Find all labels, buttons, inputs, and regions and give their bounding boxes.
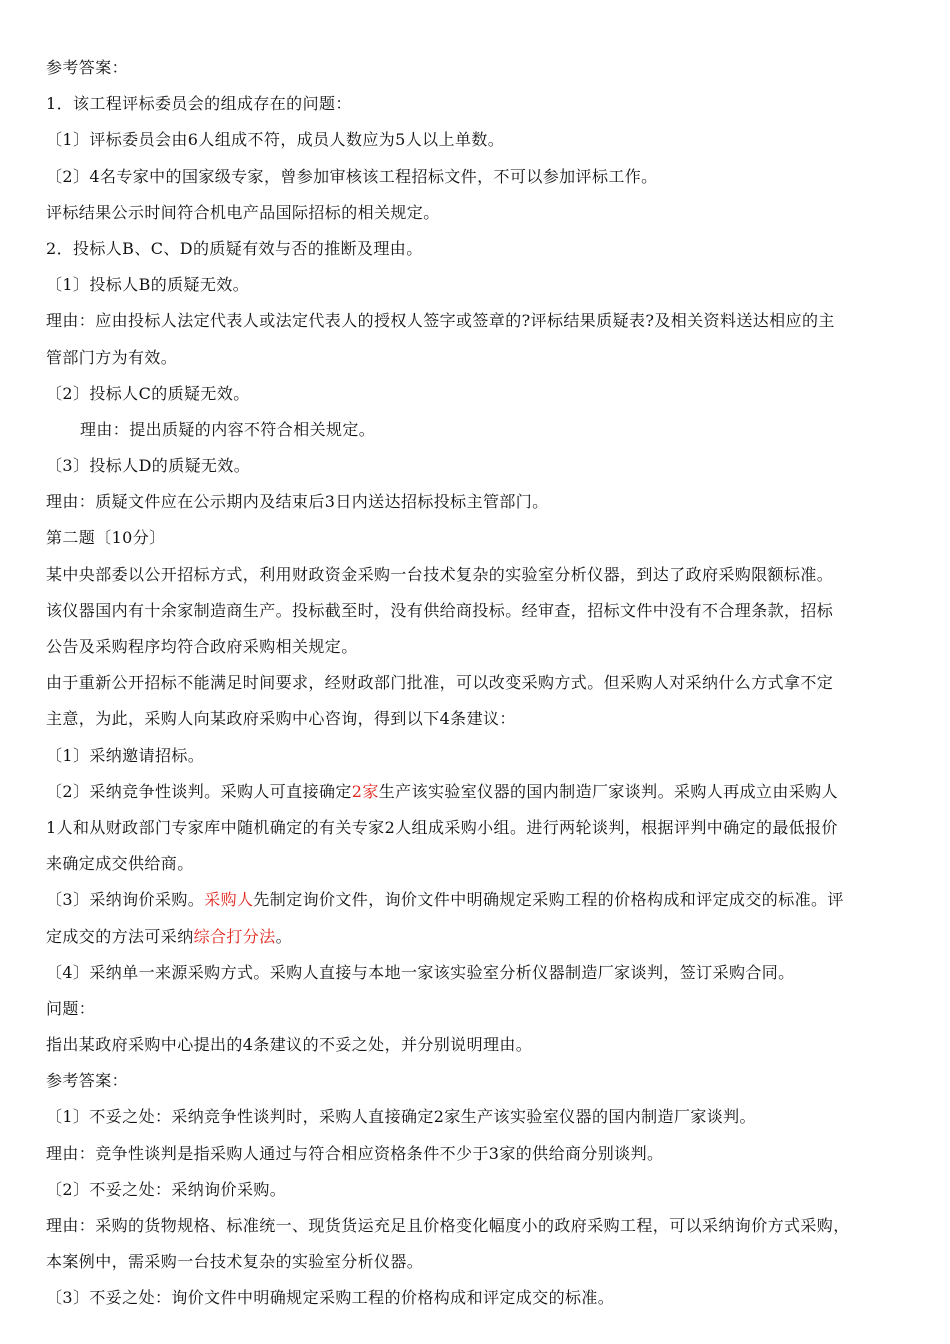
question-label: 问题： bbox=[46, 998, 96, 1018]
answer-heading: 参考答案： bbox=[46, 58, 129, 77]
question-text: 指出某政府采购中心提出的4条建议的不妥之处，并分别说明理由。 bbox=[46, 1035, 533, 1055]
suggestion-3-cont-text-b: 。 bbox=[275, 926, 293, 946]
case-para-2-end: 主意，为此，采购人向某政府采购中心咨询，得到以下4条建议： bbox=[46, 709, 516, 729]
answer-heading-2: 参考答案： bbox=[46, 1071, 129, 1091]
suggestion-3 bbox=[46, 882, 910, 918]
answer-1-reason: 理由：竞争性谈判是指采购人通过与符合相应资格条件不少于3家的供给商分别谈判。 bbox=[46, 1143, 664, 1163]
suggestion-3-cont-text-a: 定成交的方法可采纳 bbox=[46, 926, 194, 946]
q2-reason-2: 理由：提出质疑的内容不符合相关规定。 bbox=[80, 419, 376, 439]
suggestion-3-highlight: 采购人 bbox=[204, 890, 254, 910]
suggestion-4: 〔4〕采纳单一来源采购方式。采购人直接与本地一家该实验室分析仪器制造厂家谈判，签订采购合同。 bbox=[46, 962, 795, 982]
q2-item-2: 〔2〕投标人C的质疑无效。 bbox=[46, 383, 250, 403]
q1-item-1: 〔1〕评标委员会由6人组成不符，成员人数应为5人以上单数。 bbox=[46, 130, 505, 150]
q2-reason-1: 理由：应由投标人法定代表人或法定代表人的授权人签字或签章的?评标结果质疑表?及相关资料送达相应的主 bbox=[46, 311, 835, 331]
q2-reason-3: 理由：质疑文件应在公示期内及结束后3日内送达招标投标主管部门。 bbox=[46, 492, 549, 512]
case-para-2: 由于重新公开招标不能满足时间要求，经财政部门批准，可以改变采购方式。但采购人对采纳什么方式拿不定 bbox=[46, 673, 834, 693]
suggestion-2-cont: 1人和从财政部门专家库中随机确定的有关专家2人组成采购小组。进行两轮谈判，根据评判中确定的最低报价 bbox=[46, 817, 838, 837]
suggestion-2 bbox=[46, 774, 910, 810]
case-para-1: 某中央部委以公开招标方式，利用财政资金采购一台技术复杂的实验室分析仪器，到达了政府采购限额标准。 bbox=[46, 564, 834, 584]
q2-item-3: 〔3〕投标人D的质疑无效。 bbox=[46, 456, 251, 476]
case-para-1-cont: 该仪器国内有十余家制造商生产。投标截至时，没有供给商投标。经审查，招标文件中没有不合理条款，招标 bbox=[46, 600, 834, 620]
suggestion-3-text-a: 〔3〕采纳询价采购。 bbox=[46, 890, 205, 910]
case-para-1-end: 公告及采购程序均符合政府采购相关规定。 bbox=[46, 637, 358, 656]
answer-3: 〔3〕不妥之处：询价文件中明确规定采购工程的价格构成和评定成交的标准。 bbox=[46, 1288, 615, 1308]
answer-2: 〔2〕不妥之处：采纳询价采购。 bbox=[46, 1179, 287, 1199]
q1-heading: 1．该工程评标委员会的组成存在的问题： bbox=[46, 94, 352, 114]
q2-heading: 2．投标人B、C、D的质疑有效与否的推断及理由。 bbox=[46, 238, 423, 258]
q2-item-1: 〔1〕投标人B的质疑无效。 bbox=[46, 275, 250, 295]
suggestion-2-highlight: 2家 bbox=[351, 781, 379, 801]
answer-1: 〔1〕不妥之处：采纳竞争性谈判时，采购人直接确定2家生产该实验室仪器的国内制造厂家谈判。 bbox=[46, 1107, 756, 1127]
suggestion-3-text-b: 先制定询价文件，询价文件中明确规定采购工程的价格构成和评定成交的标准。评 bbox=[253, 890, 844, 910]
document-page bbox=[46, 50, 910, 1317]
suggestion-2-text-b: 生产该实验室仪器的国内制造厂家谈判。采购人再成立由采购人 bbox=[378, 781, 838, 801]
answer-2-reason: 理由：采购的货物规格、标准统一、现货货运充足且价格变化幅度小的政府采购工程，可以采纳询价方式采购， bbox=[46, 1216, 850, 1235]
suggestion-3-cont bbox=[46, 919, 910, 955]
suggestion-3-cont-highlight: 综合打分法 bbox=[193, 926, 276, 946]
suggestion-1: 〔1〕采纳邀请招标。 bbox=[46, 745, 205, 765]
suggestion-2-text-a: 〔2〕采纳竞争性谈判。采购人可直接确定 bbox=[46, 781, 352, 801]
suggestion-2-end: 来确定成交供给商。 bbox=[46, 854, 194, 874]
section-title: 第二题〔10分〕 bbox=[46, 528, 166, 548]
q1-item-2: 〔2〕4名专家中的国家级专家，曾参加审核该工程招标文件，不可以参加评标工作。 bbox=[46, 166, 658, 186]
answer-2-reason-cont: 本案例中，需采购一台技术复杂的实验室分析仪器。 bbox=[46, 1252, 424, 1272]
q2-reason-1-cont: 管部门方为有效。 bbox=[46, 347, 178, 367]
q1-conclusion: 评标结果公示时间符合机电产品国际招标的相关规定。 bbox=[46, 202, 440, 222]
